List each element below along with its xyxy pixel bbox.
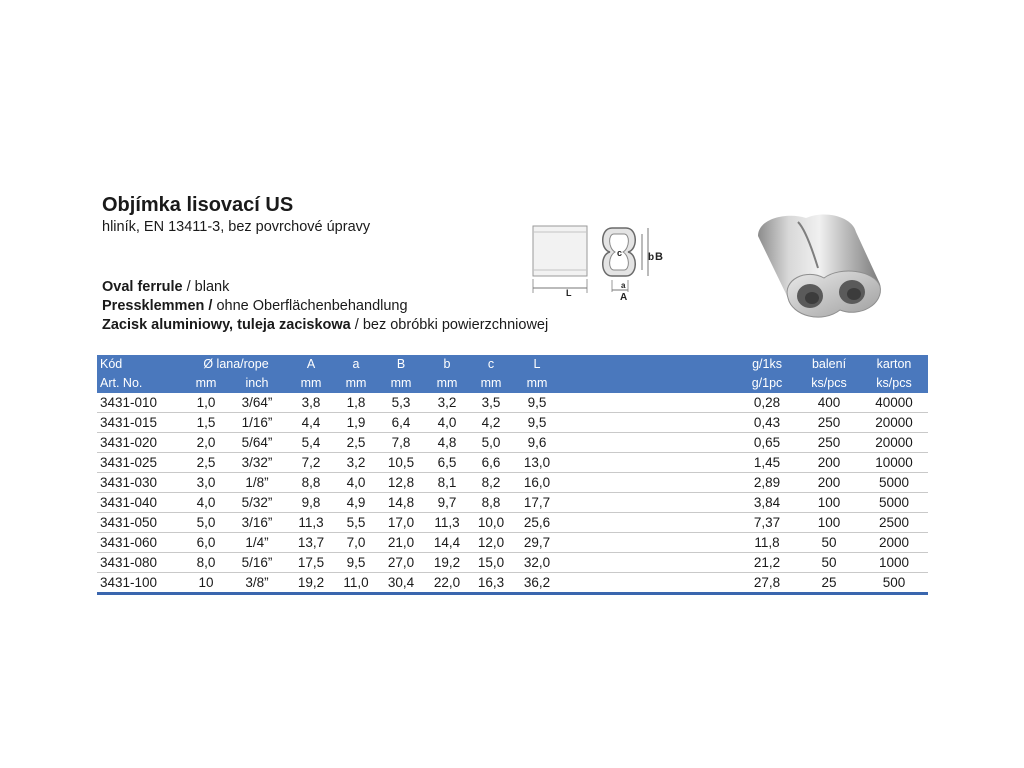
cell-B: 17,0 (377, 513, 425, 533)
col-art-no: Art. No. (97, 374, 185, 393)
label-a: a (621, 281, 626, 290)
description-pl (102, 317, 548, 333)
col-unit-c: mm (469, 374, 513, 393)
cell-package: 25 (798, 573, 860, 594)
cell-b: 8,1 (425, 473, 469, 493)
description-pl-rest: / bez obróbki powierzchniowej (350, 317, 549, 333)
col-unit-carton: ks/pcs (860, 374, 928, 393)
cell-spacer (561, 553, 736, 573)
label-c: c (617, 248, 623, 258)
ferrule-photo (748, 206, 898, 331)
label-A: A (620, 292, 628, 303)
description-en (102, 279, 229, 295)
cell-spacer (561, 473, 736, 493)
cell-A: 4,4 (287, 413, 335, 433)
cell-a: 1,9 (335, 413, 377, 433)
cell-a: 1,8 (335, 393, 377, 413)
cell-a: 7,0 (335, 533, 377, 553)
product-title: Objímka lisovací US (102, 194, 294, 216)
cell-spacer (561, 453, 736, 473)
cell-spacer (561, 413, 736, 433)
table-row (97, 533, 928, 553)
table-row (97, 453, 928, 473)
cell-a: 2,5 (335, 433, 377, 453)
cell-B: 27,0 (377, 553, 425, 573)
cell-package: 250 (798, 413, 860, 433)
table-row (97, 393, 928, 413)
cell-rope-inch: 3/64” (227, 393, 287, 413)
cell-a: 3,2 (335, 453, 377, 473)
col-weight: g/1ks (736, 355, 798, 374)
cell-spacer (561, 433, 736, 453)
cell-rope-mm: 8,0 (185, 553, 227, 573)
cell-B: 21,0 (377, 533, 425, 553)
description-en-rest: / blank (182, 279, 230, 295)
cell-spacer (561, 573, 736, 594)
col-unit-package: ks/pcs (798, 374, 860, 393)
cell-rope-inch: 5/64” (227, 433, 287, 453)
cell-b: 22,0 (425, 573, 469, 594)
cell-package: 100 (798, 493, 860, 513)
cell-a: 11,0 (335, 573, 377, 594)
cell-A: 17,5 (287, 553, 335, 573)
col-unit-b: mm (425, 374, 469, 393)
cell-c: 6,6 (469, 453, 513, 473)
cell-rope-inch: 5/16” (227, 553, 287, 573)
cell-carton: 5000 (860, 473, 928, 493)
cell-code: 3431-080 (97, 553, 185, 573)
cell-c: 12,0 (469, 533, 513, 553)
col-code: Kód (97, 355, 185, 374)
cell-spacer (561, 393, 736, 413)
cell-c: 5,0 (469, 433, 513, 453)
cell-L: 9,5 (513, 413, 561, 433)
cell-b: 14,4 (425, 533, 469, 553)
cell-weight: 0,65 (736, 433, 798, 453)
cell-package: 50 (798, 553, 860, 573)
description-de-bold: Pressklemmen / (102, 298, 213, 314)
cell-weight: 3,84 (736, 493, 798, 513)
cell-code: 3431-015 (97, 413, 185, 433)
cell-code: 3431-020 (97, 433, 185, 453)
cell-L: 25,6 (513, 513, 561, 533)
col-unit-weight: g/1pc (736, 374, 798, 393)
cell-c: 16,3 (469, 573, 513, 594)
label-L: L (566, 288, 572, 298)
cell-carton: 20000 (860, 433, 928, 453)
col-unit-spacer (561, 374, 736, 393)
cell-code: 3431-100 (97, 573, 185, 594)
col-B: B (377, 355, 425, 374)
cell-A: 19,2 (287, 573, 335, 594)
cell-rope-mm: 5,0 (185, 513, 227, 533)
cell-A: 9,8 (287, 493, 335, 513)
cell-rope-inch: 3/16” (227, 513, 287, 533)
cell-spacer (561, 513, 736, 533)
col-unit-a: mm (335, 374, 377, 393)
cell-B: 30,4 (377, 573, 425, 594)
cell-c: 15,0 (469, 553, 513, 573)
cell-A: 8,8 (287, 473, 335, 493)
cell-package: 200 (798, 473, 860, 493)
table-row (97, 553, 928, 573)
col-unit-L: mm (513, 374, 561, 393)
cell-rope-mm: 4,0 (185, 493, 227, 513)
table-row (97, 513, 928, 533)
cell-A: 3,8 (287, 393, 335, 413)
cell-A: 11,3 (287, 513, 335, 533)
cell-weight: 1,45 (736, 453, 798, 473)
cell-a: 5,5 (335, 513, 377, 533)
col-unit-B: mm (377, 374, 425, 393)
cell-package: 200 (798, 453, 860, 473)
cell-B: 10,5 (377, 453, 425, 473)
cell-c: 8,8 (469, 493, 513, 513)
cell-B: 14,8 (377, 493, 425, 513)
cell-carton: 2500 (860, 513, 928, 533)
cell-rope-mm: 10 (185, 573, 227, 594)
cell-b: 9,7 (425, 493, 469, 513)
label-b: b (648, 252, 655, 263)
cell-spacer (561, 493, 736, 513)
cell-rope-inch: 1/4” (227, 533, 287, 553)
cell-spacer (561, 533, 736, 553)
cell-code: 3431-050 (97, 513, 185, 533)
table-row (97, 573, 928, 594)
description-pl-bold: Zacisk aluminiowy, tuleja zaciskowa (102, 317, 351, 333)
col-unit-A: mm (287, 374, 335, 393)
table-row (97, 493, 928, 513)
cell-B: 7,8 (377, 433, 425, 453)
cell-L: 9,5 (513, 393, 561, 413)
cell-carton: 20000 (860, 413, 928, 433)
cell-rope-mm: 2,0 (185, 433, 227, 453)
col-rope-diameter: Ø lana/rope (185, 355, 287, 374)
description-de (102, 298, 408, 314)
product-subtitle: hliník, EN 13411-3, bez povrchové úpravy (102, 219, 371, 235)
cell-package: 250 (798, 433, 860, 453)
label-B: B (655, 251, 663, 263)
cell-c: 3,5 (469, 393, 513, 413)
cell-weight: 11,8 (736, 533, 798, 553)
cell-weight: 0,28 (736, 393, 798, 413)
cell-package: 100 (798, 513, 860, 533)
col-unit-mm: mm (185, 374, 227, 393)
cell-b: 11,3 (425, 513, 469, 533)
cell-weight: 0,43 (736, 413, 798, 433)
cell-c: 10,0 (469, 513, 513, 533)
table-body (97, 393, 928, 594)
cell-code: 3431-010 (97, 393, 185, 413)
technical-drawing (528, 218, 673, 304)
col-c: c (469, 355, 513, 374)
cell-code: 3431-025 (97, 453, 185, 473)
cell-L: 16,0 (513, 473, 561, 493)
col-a: a (335, 355, 377, 374)
cell-b: 3,2 (425, 393, 469, 413)
cell-rope-mm: 1,0 (185, 393, 227, 413)
header-row-2 (97, 374, 928, 393)
cell-a: 4,9 (335, 493, 377, 513)
table-row (97, 473, 928, 493)
cell-a: 4,0 (335, 473, 377, 493)
cell-package: 400 (798, 393, 860, 413)
cell-L: 29,7 (513, 533, 561, 553)
col-unit-inch: inch (227, 374, 287, 393)
specification-table (97, 355, 928, 595)
cell-c: 4,2 (469, 413, 513, 433)
cell-code: 3431-030 (97, 473, 185, 493)
description-en-bold: Oval ferrule (102, 279, 183, 295)
cell-A: 13,7 (287, 533, 335, 553)
cell-rope-mm: 1,5 (185, 413, 227, 433)
cell-L: 13,0 (513, 453, 561, 473)
col-spacer (561, 355, 736, 374)
cell-rope-mm: 2,5 (185, 453, 227, 473)
cell-rope-inch: 3/8” (227, 573, 287, 594)
cell-a: 9,5 (335, 553, 377, 573)
cell-weight: 7,37 (736, 513, 798, 533)
cell-weight: 21,2 (736, 553, 798, 573)
cell-rope-inch: 5/32” (227, 493, 287, 513)
col-L: L (513, 355, 561, 374)
cell-rope-inch: 1/16” (227, 413, 287, 433)
col-b: b (425, 355, 469, 374)
cell-carton: 500 (860, 573, 928, 594)
cell-rope-inch: 3/32” (227, 453, 287, 473)
cell-weight: 2,89 (736, 473, 798, 493)
cell-A: 5,4 (287, 433, 335, 453)
cell-carton: 5000 (860, 493, 928, 513)
cell-code: 3431-060 (97, 533, 185, 553)
cell-B: 12,8 (377, 473, 425, 493)
col-package: balení (798, 355, 860, 374)
description-de-rest: ohne Oberflächenbehandlung (212, 298, 408, 314)
cell-carton: 1000 (860, 553, 928, 573)
cell-b: 6,5 (425, 453, 469, 473)
cell-L: 17,7 (513, 493, 561, 513)
col-carton: karton (860, 355, 928, 374)
cell-B: 6,4 (377, 413, 425, 433)
cell-weight: 27,8 (736, 573, 798, 594)
cell-rope-inch: 1/8” (227, 473, 287, 493)
cell-b: 19,2 (425, 553, 469, 573)
cell-L: 36,2 (513, 573, 561, 594)
cell-carton: 10000 (860, 453, 928, 473)
cell-code: 3431-040 (97, 493, 185, 513)
table-row (97, 433, 928, 453)
cell-rope-mm: 6,0 (185, 533, 227, 553)
cell-b: 4,8 (425, 433, 469, 453)
cell-rope-mm: 3,0 (185, 473, 227, 493)
cell-B: 5,3 (377, 393, 425, 413)
cell-A: 7,2 (287, 453, 335, 473)
cell-package: 50 (798, 533, 860, 553)
col-A: A (287, 355, 335, 374)
cell-b: 4,0 (425, 413, 469, 433)
cell-L: 9,6 (513, 433, 561, 453)
cell-carton: 40000 (860, 393, 928, 413)
cell-L: 32,0 (513, 553, 561, 573)
cell-c: 8,2 (469, 473, 513, 493)
cell-carton: 2000 (860, 533, 928, 553)
table-row (97, 413, 928, 433)
header-row-1 (97, 355, 928, 374)
